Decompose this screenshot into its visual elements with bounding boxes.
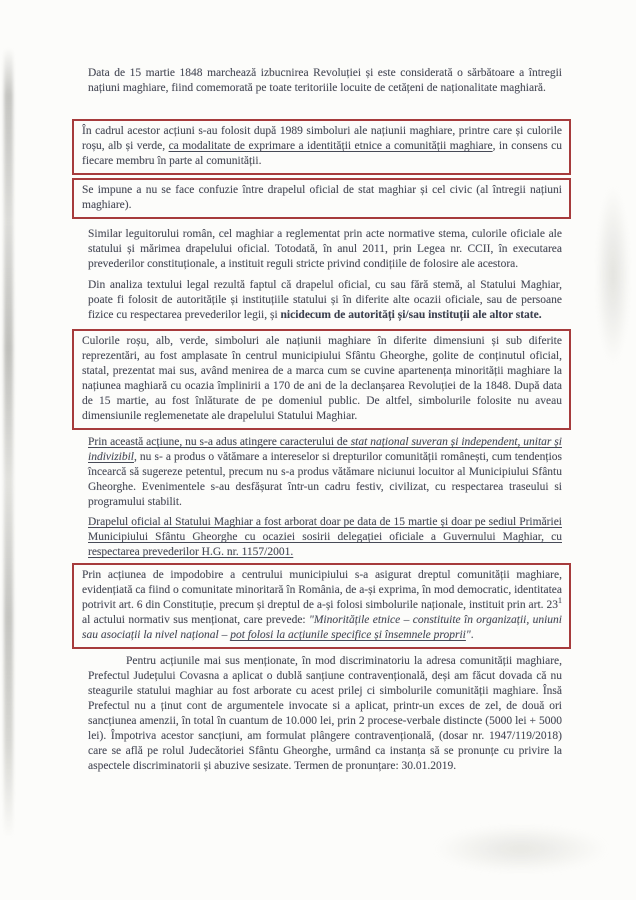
boxed-paragraph-2 — [72, 119, 571, 175]
document-body — [82, 66, 562, 774]
text-run: Se impune a nu se face confuzie între drapelul oficial de stat maghiar și cel civic (al întregii națiuni maghiare). — [82, 184, 562, 211]
text-run: ca modalitate de exprimare a identității etnice a comunității maghiare — [168, 140, 493, 152]
scan-artifact-bottom-right-smudge — [436, 826, 606, 872]
scan-artifact-left-edge — [4, 48, 13, 838]
boxed-paragraph-3 — [72, 178, 571, 219]
text-run: pot folosi la acțiunile specifice și însemnele proprii — [230, 629, 466, 641]
boxed-paragraph-6 — [72, 329, 571, 430]
text-run: , nu s- a produs o vătămare a intereselor si drepturilor comunității românești, cum tendențios încearcă să sugereze petentul, precum nu s-a produs vătămare niciunui locuitor al Municipiului Sfântu Gheorghe. Evenimentele s-au desfășurat într-un cadru festiv, civilizat, cu respectarea traseului si programului stabilit. — [88, 451, 562, 508]
text-run: Culorile roșu, alb, verde, simboluri ale națiunii maghiare în diferite dimensiuni și sub diferite reprezentări, au fost amplasate în centrul municipiului Sfântu Gheorghe, golite de conținutul oficial, statal, prezentat mai sus, având menirea de a marca cum se cuvine apartenența minorității maghiare la națiunea maghiară cu ocazia împlinirii a 170 de ani de la declanșarea Revoluției de la 1848. După data de 15 martie, au fost înlăturate de pe domeniul public. De altfel, simbolurile folosite nu aveau dimensiunile reglemenetate ale drapelului Statului Maghiar. — [82, 335, 562, 422]
text-run: . — [470, 629, 474, 641]
paragraph-4 — [88, 227, 562, 272]
text-run: " — [465, 629, 471, 641]
scan-artifact-right-smudge — [596, 185, 630, 365]
text-run: Prin acțiunea de impodobire a centrului municipiului s-a asigurat dreptul comunității maghiare, evidențiată ca fiind o comunitate minoritară în România, de a-și exprima, în mod democratic, identitatea potrivit art. 6 din Constituție, precum și dreptul de a-și folosi simbolurile naționale, instituit prin art. 23 — [82, 569, 562, 611]
text-run: Similar leguitorului român, cel maghiar a reglementat prin acte normative stema, culorile oficiale ale statului și mărimea drapelului oficial. Totodată, în anul 2011, prin Legea nr. CCII, în executarea prevederilor constituționale, a instituit reguli stricte privind condițiile de folosire ale acestora. — [88, 228, 562, 270]
text-run: nicidecum de autorități și/sau instituții ale altor state. — [280, 309, 542, 321]
text-run: Data de 15 martie 1848 marchează izbucnirea Revoluției și este considerată o sărbătoare a întregii națiuni maghiare, fiind comemorată pe toate teritoriile locuite de cetățeni de naționalitate maghiară. — [88, 67, 562, 94]
paragraph-10 — [88, 654, 562, 774]
text-run: Drapelul oficial al Statului Maghiar a fost arborat doar pe data de 15 martie și doar pe sediul Primăriei Municipiului Sfântu Gheorghe cu ocaziei sosirii delegației oficiale a Guvernului Maghiar, cu respectarea prevederilor H.G. nr. 1157/2001. — [88, 516, 562, 558]
paragraph-5 — [88, 278, 562, 323]
text-run: În cadrul acestor acțiuni s-au folosit după 1989 simboluri ale națiunii maghiare, printre care și culorile roșu, alb și verde, — [82, 125, 562, 152]
boxed-paragraph-9 — [72, 563, 571, 649]
paragraph-7 — [88, 435, 562, 510]
text-run: Pentru acțiunile mai sus menționate, în mod discriminatoriu la adresa comunității maghiare, Prefectul Județului Covasna a aplicat o dublă sanțiune contravențională, deși am făcut dovada că nu steagurile statului maghiar au fost arborate cu acest prilej ci simbolurile comunității maghiare. Însă Prefectul nu a ținut cont de argumentele invocate si a aplicat, printr-un exces de zel, de două ori sancțiunea amenzii, în total în cuantum de 10.000 lei, prin 2 procese-verbale distincte (5000 lei + 5000 lei). Împotriva acestor sancțiuni, am formulat plângere contravențională, (dosar nr. 1947/119/2018) care se află pe rolul Judecătoriei Sfântu Gheorghe, urmând ca instanța să se pronunțe cu privire la aspectele discriminatorii și abuzive sesizate. Termen de pronunțare: 30.01.2019. — [88, 655, 562, 772]
text-run: stat național suveran și independent, unitar și indivizibil — [88, 436, 562, 463]
paragraph-8 — [88, 515, 562, 560]
text-run: Din analiza textului legal rezultă faptul că drapelul oficial, cu sau fără stemă, al Statului Maghiar, poate fi folosit de autoritățile și instituțiile statului și în diferite alte ocazii oficiale, sau de persoane fizice cu respectarea prevederilor legii, și — [88, 279, 562, 321]
text-run: Prin această acțiune, nu s-a adus atingere caracterului de — [88, 436, 351, 448]
text-run: al actului normativ sus menționat, care prevede: — [82, 614, 309, 626]
paragraph-1 — [88, 66, 562, 96]
text-run: "Minoritățile etnice – constituite în organizații, uniuni sau asociații la nivel național – — [82, 614, 562, 641]
text-run: 1 — [558, 596, 562, 606]
text-run: , in consens cu fiecare membru în parte al comunității. — [82, 140, 562, 167]
